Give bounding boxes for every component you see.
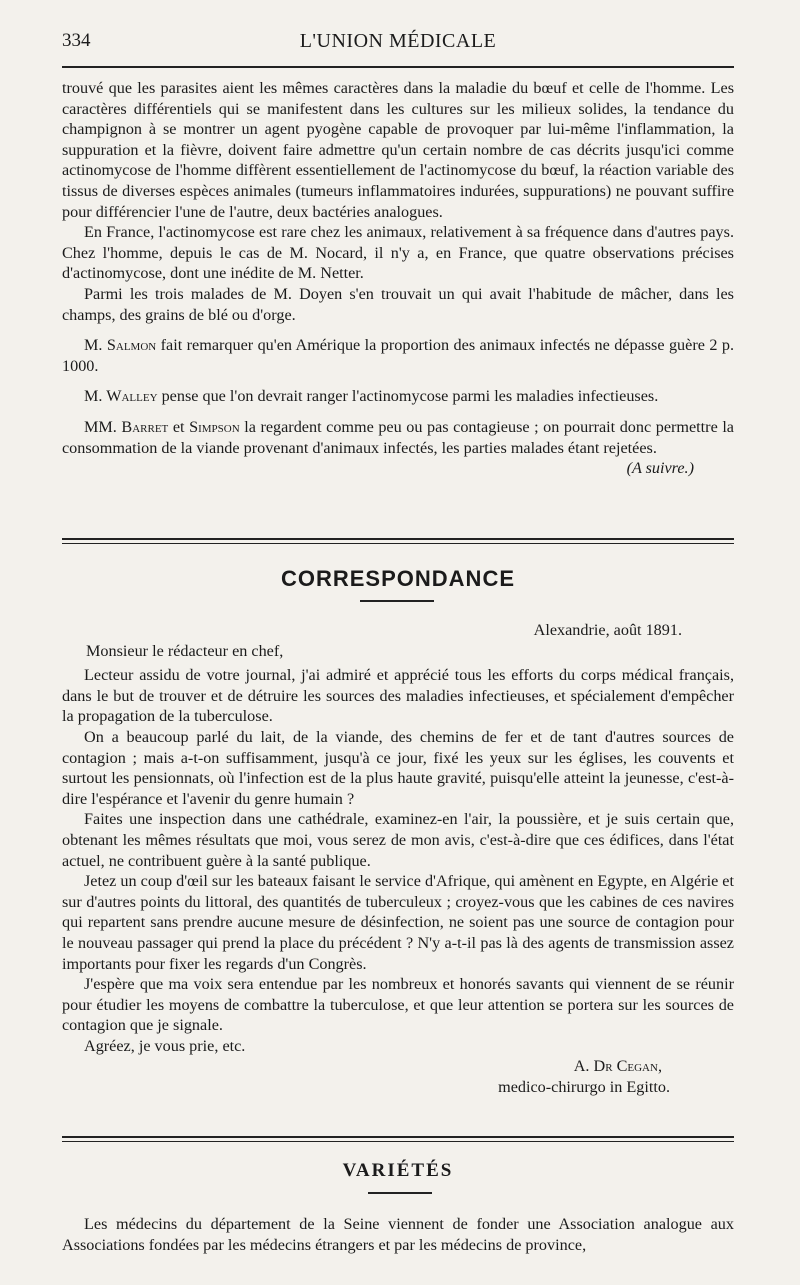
paragraph	[62, 335, 734, 376]
varietes-heading: VARIÉTÉS	[342, 1160, 454, 1181]
paragraph: trouvé que les parasites aient les mêmes caractères dans la maladie du bœuf et celle de l'homme. Les caractères différentiels qui se manifestent dans les cultures sur les milieux solides, la tendance du champignon à se montrer un agent pyogène capable de provoquer par lui-même l'inflammation, la suppuration et la fièvre, doivent faire admettre qu'un certain nombre de cas décrits jusqu'ici comme actinomycose de l'homme diffèrent essentiellement de l'actinomycose du bœuf, la réaction variable des tissus de diverses espèces animales (tumeurs inflammatoires indurées, suppurations) ne pouvant suffire pour différencier l'une de l'autre, deux bactéries analogues.	[62, 79, 734, 221]
letter-closing: Agréez, je vous prie, etc.	[84, 1036, 246, 1055]
paragraph-text: pense que l'on devrait ranger l'actinomycose parmi les maladies infectieuses.	[157, 387, 659, 406]
heading-underline	[368, 1192, 432, 1194]
paragraph: En France, l'actinomycose est rare chez les animaux, relativement à sa fréquence dans d'autres pays. Chez l'homme, depuis le cas de M. Nocard, il n'y a, en France, que quatre observations précises d'actinomycose, dont une inédite de M. Netter.	[62, 223, 734, 283]
letter-paragraph: J'espère que ma voix sera entendue par les nombreux et honorés savants qui viennent de se réunir pour étudier les moyens de combattre la tuberculose, et que leur attention se portera sur les sources de contagion que je signale.	[62, 975, 734, 1035]
letter-paragraph: On a beaucoup parlé du lait, de la viande, des chemins de fer et de tant d'autres sources de contagion ; mais a-t-on suffisamment, jusqu'à ce jour, fixé les yeux sur les églises, les couvents et surtout les pensionnats, où l'infection est de la plus haute gravité, puisqu'elle atteint la jeunesse, c'est-à-dire l'espérance et l'avenir du genre humain ?	[62, 727, 734, 808]
place-date: Alexandrie, août 1891.	[533, 621, 682, 639]
salutation: Monsieur le rédacteur en chef,	[86, 641, 284, 660]
speaker-name: M. Walley	[84, 387, 158, 406]
section-rule-top	[62, 538, 734, 540]
speaker-name: Barret	[121, 417, 169, 436]
letter-paragraph: Faites une inspection dans une cathédrale, examinez-en l'air, la poussière, et je suis certain que, obtenant les mêmes résultats que moi, vous serez de mon avis, c'est-à-dire que ces édifices, dans l'état actuel, ne contribuent guère à la santé publique.	[62, 810, 734, 870]
letter-paragraph: Lecteur assidu de votre journal, j'ai admiré et apprécié tous les efforts du corps médical français, dans le but de trouver et de détruire les sources des maladies infectieuses, et spécialement d'empêcher la propagation de la tuberculose.	[62, 666, 734, 726]
paragraph-text: la regardent comme peu ou pas contagieuse ; on pourrait donc permettre la consommation de la viande provenant d'animaux infectés, les parties malades étant rejetées.	[62, 417, 734, 457]
letter-body	[62, 620, 734, 1098]
signature-title: medico-chirurgo in Egitto.	[498, 1078, 670, 1097]
paragraph: Parmi les trois malades de M. Doyen s'en trouvait un qui avait l'habitude de mâcher, dans les champs, des grains de blé ou d'orge.	[62, 284, 734, 324]
paragraph: Les médecins du département de la Seine viennent de fonder une Association analogue aux Associations fondées par les médecins étrangers et par les médecins de province,	[62, 1215, 734, 1254]
heading-underline	[360, 600, 434, 602]
paragraph-text: MM.	[84, 417, 122, 436]
article-continuation	[62, 78, 734, 479]
section-rule-bottom	[62, 543, 734, 544]
paragraph-text: fait remarquer qu'en Amérique la proportion des animaux infectés ne dépasse guère 2 p. 1000.	[62, 336, 735, 375]
signature-name: A. Dr Cegan,	[573, 1057, 662, 1076]
paragraph	[62, 417, 734, 478]
correspondance-heading: CORRESPONDANCE	[280, 566, 516, 591]
section-rule-bottom	[62, 1141, 734, 1142]
to-be-continued: (A suivre.)	[626, 459, 694, 478]
page-number: 334	[62, 30, 91, 51]
varietes-text	[62, 1214, 734, 1255]
header-rule	[62, 66, 734, 68]
page-header	[62, 30, 734, 56]
speaker-name: Simpson	[189, 417, 240, 436]
journal-title: L'UNION MÉDICALE	[299, 30, 497, 52]
letter-paragraph: Jetez un coup d'œil sur les bateaux faisant le service d'Afrique, qui amènent en Egypte, en Algérie et sur d'autres points du littoral, des quantités de tuberculeux ; croyez-vous que les cabines de ces navires qui repartent sans prendre aucune mesure de désinfection, ne soient pas une source de contagion pour le nouveau passager qui prend la place du précédent ? N'y a-t-il pas là des agents de transmission assez importants pour fixer les regards d'un Congrès.	[62, 872, 734, 973]
paragraph	[62, 386, 734, 407]
speaker-name: M. Salmon	[84, 336, 157, 355]
section-rule-top	[62, 1136, 734, 1138]
paragraph-text: et	[168, 417, 190, 436]
